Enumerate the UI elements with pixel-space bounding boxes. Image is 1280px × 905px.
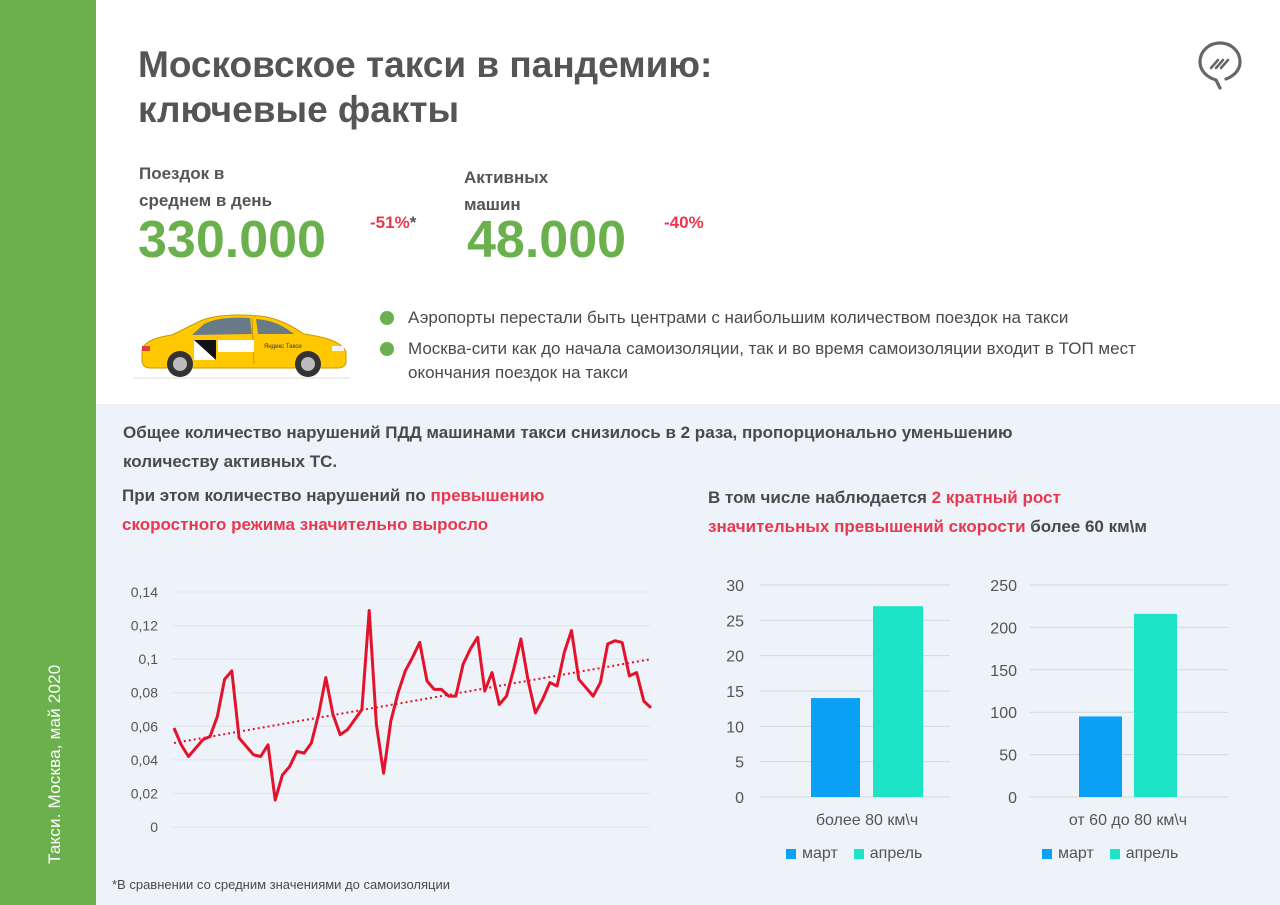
location-pin-logo-icon bbox=[1196, 40, 1244, 92]
right-chart-heading bbox=[708, 483, 1147, 541]
y-tick-label: 0,12 bbox=[130, 617, 158, 634]
legend-label-march: март bbox=[1058, 845, 1094, 862]
legend-swatch-april bbox=[854, 849, 864, 859]
right-heading-highlight: 2 кратный рост bbox=[931, 488, 1061, 507]
bar-april bbox=[1134, 614, 1177, 797]
y-tick-label: 0,1 bbox=[138, 651, 158, 668]
y-tick-label: 20 bbox=[726, 648, 744, 666]
left-heading-text: При этом количество нарушений по bbox=[122, 486, 431, 505]
trendline bbox=[174, 659, 651, 743]
page-title bbox=[138, 42, 712, 132]
y-tick-label: 0 bbox=[150, 819, 158, 835]
legend-swatch-march bbox=[1042, 849, 1052, 859]
cars-label-line2: машин bbox=[464, 195, 521, 214]
taxi-car-image bbox=[132, 304, 354, 382]
fact-text-line2: окончания поездок на такси bbox=[408, 363, 628, 382]
trips-label bbox=[139, 160, 272, 214]
y-tick-label: 0,06 bbox=[130, 718, 158, 735]
y-tick-label: 150 bbox=[990, 662, 1017, 680]
right-heading-text-line2: более 60 км\м bbox=[1025, 517, 1147, 536]
y-tick-label: 30 bbox=[726, 578, 744, 595]
series-line-violations bbox=[174, 611, 651, 801]
y-tick-label: 250 bbox=[990, 578, 1017, 595]
car-brand-text: Яндекс Такси bbox=[264, 344, 302, 350]
cars-label bbox=[464, 164, 548, 218]
fact-text-line1: Москва-сити как до начала самоизоляции, так и во время самоизоляции входит в ТОП мест bbox=[408, 339, 1136, 358]
legend-label-april: апрель bbox=[869, 845, 923, 862]
y-tick-label: 0,08 bbox=[130, 684, 158, 701]
bullet-dot-icon bbox=[380, 311, 394, 325]
summary-text bbox=[123, 418, 1253, 476]
bar-chart-60-80 bbox=[970, 570, 1235, 840]
sidebar-caption: Такси. Москва, май 2020 bbox=[45, 664, 64, 864]
y-tick-label: 0 bbox=[1008, 790, 1017, 807]
fact-item bbox=[380, 337, 1136, 385]
left-heading-highlight-line2: скоростного режима значительно выросло bbox=[122, 515, 489, 534]
summary-line2: количеству активных ТС. bbox=[123, 452, 338, 471]
legend-label-march: март bbox=[802, 845, 838, 862]
y-tick-label: 200 bbox=[990, 620, 1017, 638]
right-heading-text: В том числе наблюдается bbox=[708, 488, 932, 507]
y-tick-label: 0 bbox=[735, 790, 744, 807]
page-title-line1: Московское такси в пандемию: bbox=[138, 44, 713, 85]
x-category-label: от 60 до 80 км\ч bbox=[1068, 812, 1188, 829]
right-heading-highlight-line2: значительных превышений скорости bbox=[708, 517, 1026, 536]
bar-chart-2-legend bbox=[1042, 845, 1194, 863]
trips-label-line1: Поездок в bbox=[139, 164, 225, 183]
bar-march bbox=[811, 698, 860, 797]
y-tick-label: 100 bbox=[990, 705, 1017, 723]
cars-value: 48.000 bbox=[467, 211, 627, 269]
bullet-dot-icon bbox=[380, 342, 394, 356]
legend-label-april: апрель bbox=[1125, 845, 1179, 862]
bar-march bbox=[1079, 716, 1122, 797]
legend-swatch-april bbox=[1110, 849, 1120, 859]
fact-text bbox=[408, 337, 1136, 385]
trips-value: 330.000 bbox=[138, 211, 326, 269]
y-tick-label: 25 bbox=[726, 613, 744, 631]
y-tick-label: 50 bbox=[999, 747, 1017, 765]
y-tick-label: 0,14 bbox=[130, 584, 158, 600]
page-title-line2: ключевые факты bbox=[138, 89, 460, 130]
violations-line-chart bbox=[110, 575, 670, 845]
y-tick-label: 5 bbox=[735, 754, 744, 772]
left-heading-highlight: превышению bbox=[430, 486, 545, 505]
y-tick-label: 0,02 bbox=[130, 785, 158, 802]
bar-chart-over-80 bbox=[700, 570, 950, 840]
cars-delta: -40% bbox=[664, 213, 704, 232]
cars-label-line1: Активных bbox=[464, 168, 549, 187]
x-category-label: более 80 км\ч bbox=[815, 812, 919, 829]
legend-swatch-march bbox=[786, 849, 796, 859]
trips-note-mark: * bbox=[409, 213, 417, 232]
y-tick-label: 10 bbox=[726, 719, 744, 737]
fact-text: Аэропорты перестали быть центрами с наибольшим количеством поездок на такси bbox=[408, 308, 1069, 327]
trips-delta-value: -51% bbox=[370, 213, 410, 232]
sidebar bbox=[0, 0, 96, 905]
summary-line1: Общее количество нарушений ПДД машинами такси снизилось в 2 раза, пропорционально уменьшению bbox=[123, 423, 1013, 442]
footnote: *В сравнении со средним значениями до самоизоляции bbox=[112, 877, 450, 892]
left-chart-heading bbox=[122, 481, 544, 539]
fact-item bbox=[380, 306, 1068, 330]
bar-april bbox=[873, 606, 923, 797]
y-tick-label: 15 bbox=[726, 684, 744, 701]
y-tick-label: 0,04 bbox=[130, 751, 158, 768]
trips-delta bbox=[370, 213, 416, 233]
bar-chart-1-legend bbox=[786, 845, 938, 863]
trips-label-line2: среднем в день bbox=[139, 191, 273, 210]
